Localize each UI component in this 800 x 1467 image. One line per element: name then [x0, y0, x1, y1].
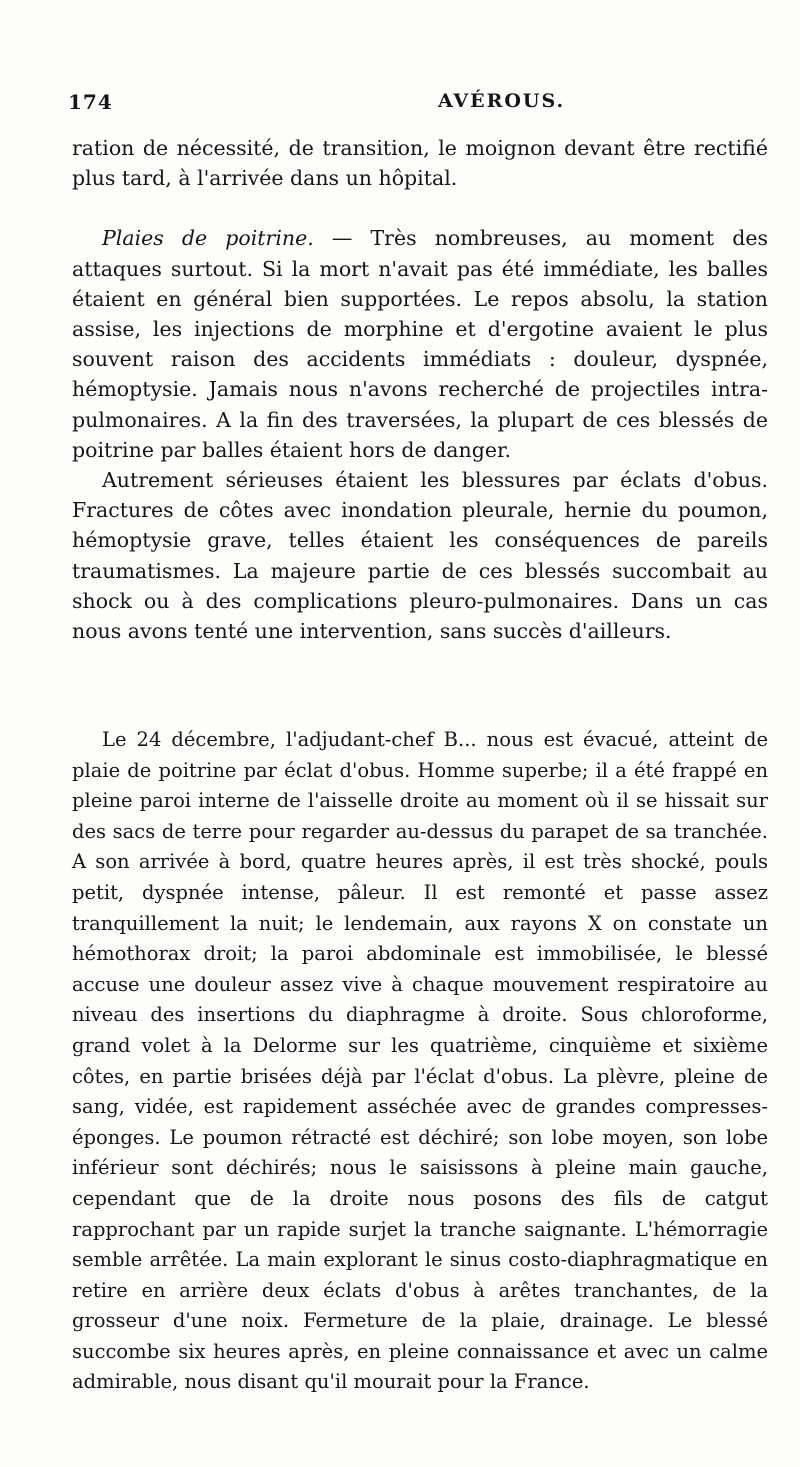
paragraph-shell-wounds: Autrement sérieuses étaient les blessures par éclats d'obus. Fractures de côtes avec inondation pleurale, hernie du poumon, hémoptysie grave, telles étaient les conséquences de pareils traumatismes. La majeure partie de ces blessés succombait au shock ou à des complications pleuro-pulmonaires. Dans un cas nous avons tenté une intervention, sans succès d'ailleurs.: [72, 468, 768, 644]
case-report-text: Le 24 décembre, l'adjudant-chef B... nous est évacué, atteint de plaie de poitrine par éclat d'obus. Homme superbe; il a été frappé en pleine paroi interne de l'aisselle droite au moment où il se hissait sur des sacs de terre pour regarder au-dessus du parapet de sa tranchée. A son arrivée à bord, quatre heures après, il est très shocké, pouls petit, dyspnée intense, pâleur. Il est remonté et passe assez tranquillement la nuit; le lendemain, aux rayons X on constate un hémothorax droit; la paroi abdominale est immobilisée, le blessé accuse une douleur assez vive à chaque mouvement respiratoire au niveau des insertions du diaphragme à droite. Sous chloroforme, grand volet à la Delorme sur les quatrième, cinquième et sixième côtes, en partie brisées déjà par l'éclat d'obus. La plèvre, pleine de sang, vidée, est rapidement asséchée avec de grandes compresses-éponges. Le poumon rétracté est déchiré; son lobe moyen, son lobe inférieur sont déchirés; nous le saisissons à pleine main gauche, cependant que de la droite nous posons des fils de catgut rapprochant par un rapide surjet la tranche saignante. L'hémorragie semble arrêtée. La main explorant le sinus costo-diaphragmatique en retire en arrière deux éclats d'obus à arêtes tranchantes, de la grosseur d'une noix. Fermeture de la plaie, drainage. Le blessé succombe six heures après, en pleine connaissance et avec un calme admirable, nous disant qu'il mourait pour la France.: [72, 728, 768, 1394]
page-header: [68, 90, 768, 120]
main-text: [72, 133, 768, 646]
running-head: AVÉROUS.: [438, 90, 566, 112]
paragraph-chest-wounds: [72, 223, 768, 465]
paragraph-chest-wounds-text: — Très nombreuses, au moment des attaques surtout. Si la mort n'avait pas été immédiate, les balles étaient en général bien supportées. Le repos absolu, la station assise, les injections de morphine et d'ergotine avaient le plus souvent raison des accidents immédiats : douleur, dyspnée, hémoptysie. Jamais nous n'avons recherché de projectiles intra-pulmonaires. A la fin des traversées, la plupart de ces blessés de poitrine par balles étaient hors de danger.: [72, 226, 768, 462]
case-report: [72, 725, 768, 1398]
section-heading: Plaies de poitrine.: [102, 226, 314, 251]
page-number: 174: [68, 90, 113, 114]
paragraph-continuation: ration de nécessité, de transition, le moignon devant être rectifié plus tard, à l'arrivée dans un hôpital.: [72, 136, 768, 191]
